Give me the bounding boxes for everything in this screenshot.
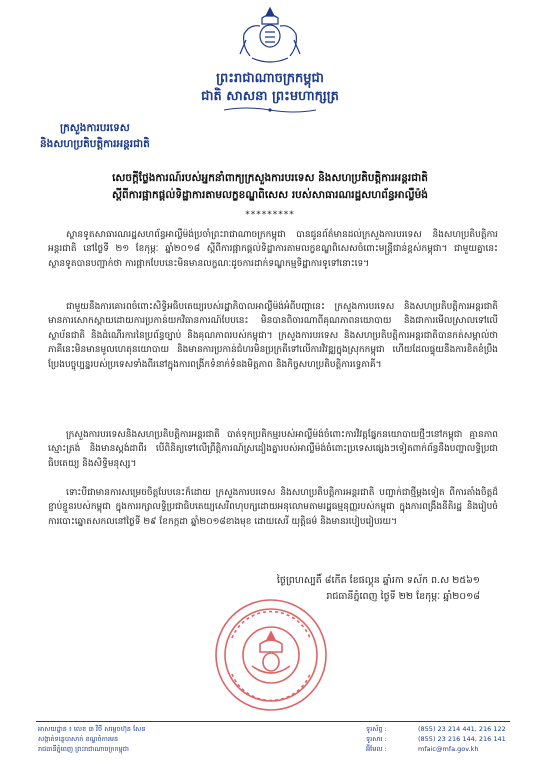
address-line: អាសយដ្ឋាន ៖ លេខ ៣ វិថី សម្តេចហ៊ុន សែន [38,725,146,733]
body-paragraph-3: ក្រសួងការបរទេសនិងសហប្រតិបត្តិការអន្តរជាតិ បាត់ទុកប្រតិកម្មរបស់អាល្លឺម៉ង់ចំពោះការវិវត្តផ្នែកនយោបាយថ្មីៗនៅកម្ពុជា គ្មានភាពស្មោះត្រង់ និងមានស្តង់ដាពីរ បើពិនិត្យទៅលើព្រឹត្តិការណ៍ស្រដៀងគ្នារបស់អាល្លឺម៉ង់ចំពោះប្រទេសផ្សេងៗទៀតពាក់ព័ន្ធនឹងបញ្ហាលទ្ធិប្រជាធិបតេយ្យ និងសិទ្ធិមនុស្ស។ [48,430,498,469]
ornament-divider [222,106,318,114]
email-link[interactable]: mfaic@mfa.gov.kh [418,745,479,753]
national-motto: ជាតិ សាសនា ព្រះមហាក្សត្រ [201,89,339,104]
ministry-name-line2: និងសហប្រតិបត្តិការអន្តរជាតិ [40,138,150,150]
statement-subtitle: ស្តីពីការផ្អាកផ្តល់ទិដ្ឋាការតាមលក្ខខណ្ឌពិសេស របស់សាធារណរដ្ឋសហព័ន្ធអាល្លឺម៉ង់ [112,189,428,201]
body-paragraph-1: ស្ថានទូតសាធារណរដ្ឋសហព័ន្ធអាល្លឺម៉ង់ប្រចាំព្រះរាជាណាចក្រកម្ពុជា បានជូនព័ត៌មានដល់ក្រសួងការបរទេស និងសហប្រតិបត្តិការអន្តរជាតិ នៅថ្ងៃទី ២១ ខែកុម្ភៈ ឆ្នាំ២០១៨ ស្តីពីការផ្អាកផ្តល់ទិដ្ឋាការតាមលក្ខខណ្ឌពិសេសចំពោះមន្ត្រីជាន់ខ្ពស់កម្ពុជា។ ជាមួយគ្នានេះ ស្ថានទូតបានបញ្ជាក់ថា ការផ្អាកបែបនេះមិនមានលក្ខណៈដូចការដាក់ទណ្ឌកម្មទិដ្ឋាការទូទៅនោះទេ។ [48,230,498,269]
phone-label: ទូរស័ព្ទ : [366,725,387,733]
footer-address [38,724,145,754]
phone-row [366,724,506,734]
address-line: សង្កាត់ទន្លេបាសាក់ ខណ្ឌចំការមន [38,735,119,743]
footer-contacts [366,724,506,754]
title-separator: ********* [245,210,295,220]
royal-coat-of-arms-icon [232,4,308,66]
statement-title: សេចក្តីថ្លែងការណ៍របស់អ្នកនាំពាក្យក្រសួងការបរទេស និងសហប្រតិបត្តិការអន្តរជាតិ [112,172,428,184]
kingdom-name: ព្រះរាជាណាចក្រកម្ពុជា [216,71,324,86]
email-label: អ៊ីមែល : [366,745,387,753]
email-row [366,744,506,754]
phone-value: (855) 23 214 441, 216 122 [418,725,506,733]
fax-row [366,734,506,744]
fax-value: (855) 23 216 144, 216 141 [418,735,506,743]
ministry-seal-icon [212,596,330,714]
ministry-name: ក្រសួងការបរទេស [60,122,130,134]
body-paragraph-4: ទោះបីជាមានការសម្រេចចិត្តបែបនេះក៏ដោយ ក្រសួងការបរទេស និងសហប្រតិបត្តិការអន្តរជាតិ បញ្ជាក់ជាថ្មីម្តងទៀត ពីការតាំងចិត្តដ៏ខ្ជាប់ខ្ជួនរបស់កម្ពុជា ក្នុងការរក្សាលទ្ធិប្រជាធិបតេយ្យសេរីពហុបក្សដោយអនុលោមតាមរដ្ឋធម្មនុញ្ញរបស់កម្ពុជា ក្នុងការពង្រឹងនីតិរដ្ឋ និងរៀបចំការបោះឆ្នោតសកលនៅថ្ងៃទី ២៩ ខែកក្កដា ឆ្នាំ២០១៨ខាងមុខ ដោយសេរី យុត្តិធម៌ និងមានរបៀបរៀបរយ។ [48,488,498,527]
lunar-date: ថ្ងៃព្រហស្បតិ៍ ៨កើត ខែផល្គុន ឆ្នាំរកា ទស័ក ព.ស ២៥៦១ [276,575,480,586]
footer-divider [36,721,510,722]
fax-label: ទូរសារ : [366,735,387,743]
address-line: រាជធានីភ្នំពេញ ព្រះរាជាណាចក្រកម្ពុជា [38,745,129,753]
solar-date: រាជធានីភ្នំពេញ ថ្ងៃទី ២២ ខែកុម្ភៈ ឆ្នាំ២០១៨ [326,591,480,602]
body-paragraph-2: ជាមួយនឹងការគោរពចំពោះសិទ្ធិអធិបតេយ្យរបស់រដ្ឋាភិបាលអាល្លឺម៉ង់អំពីបញ្ហានេះ ក្រសួងការបរទេស និងសហប្រតិបត្តិការអន្តរជាតិ មានការសោកស្តាយដោយការប្រកាន់យកវិធានការណ៍បែបនេះ មិនបានពិចារណាពីគុណភាពនយោបាយ និងជាការមើលស្រាលទៅលើស្ថាប័នជាតិ និងដំណើរការនៃប្រព័ន្ធច្បាប់ និងគុណភាពរបស់កម្ពុជា។ ក្រសួងការបរទេស និងសហប្រតិបត្តិការអន្តរជាតិបានកត់សម្គាល់ថា ភាគីនេះមិនមានមូលហេតុនយោបាយ និងមានការប្រកាន់ជំហរមិនប្រក្រតីទៅលើការវិវឌ្ឍក្នុងស្រុកកម្ពុជា ហើយដែលផ្ទុយនឹងការខិតខំប្រឹងប្រែងបច្ចុប្បន្នរបស់ប្រទេសទាំងពីរនៅក្នុងការពង្រីកទំនាក់ទំនងមិត្តភាព និងកិច្ចសហប្រតិបត្តិការទ្វេភាគី។ [48,302,498,370]
